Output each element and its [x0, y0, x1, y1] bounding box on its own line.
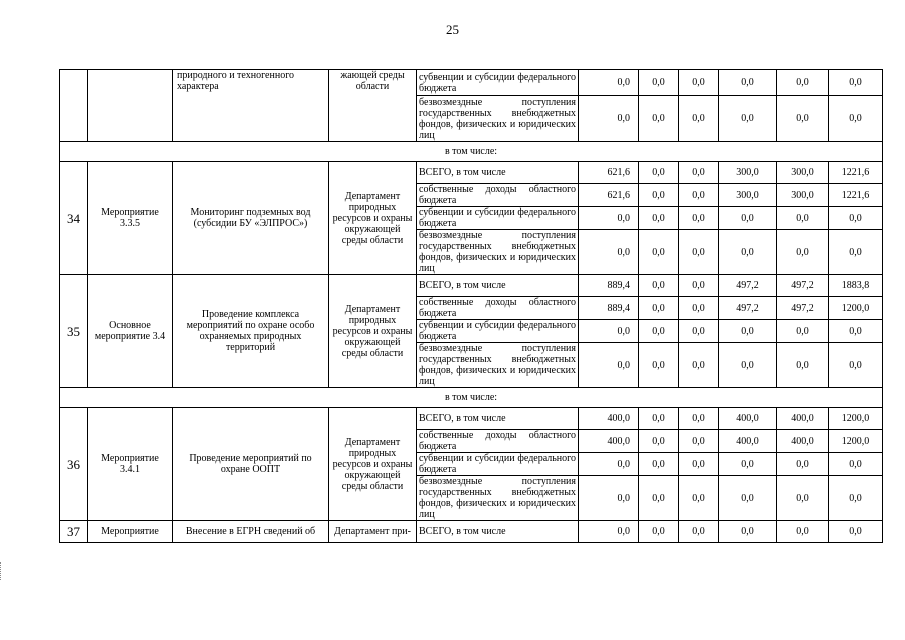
value-cell: 0,0 [639, 96, 679, 142]
value-cell: 0,0 [639, 408, 679, 430]
value-cell: 0,0 [719, 343, 777, 388]
value-cell: 0,0 [679, 320, 719, 343]
name-cell: природного и техногенного характера [173, 70, 329, 142]
value-cell: 0,0 [639, 476, 679, 521]
executor-cell: Департамент при- [329, 521, 417, 543]
value-cell: 0,0 [579, 521, 639, 543]
value-cell: 0,0 [829, 70, 883, 96]
value-cell: 400,0 [777, 408, 829, 430]
source-cell: собственные доходы областного бюджета [417, 297, 579, 320]
value-cell: 0,0 [679, 408, 719, 430]
source-cell: безвозмездные поступления государственных внебюджетных фондов, физических и юридических лиц [417, 230, 579, 275]
value-cell: 0,0 [579, 70, 639, 96]
value-cell: 0,0 [829, 521, 883, 543]
value-cell: 497,2 [719, 275, 777, 297]
value-cell: 0,0 [679, 430, 719, 453]
status-cell: Основное мероприятие 3.4 [88, 275, 173, 388]
budget-table [59, 69, 883, 543]
value-cell: 400,0 [777, 430, 829, 453]
value-cell: 300,0 [719, 184, 777, 207]
value-cell: 0,0 [639, 184, 679, 207]
value-cell: 0,0 [639, 70, 679, 96]
value-cell: 0,0 [639, 230, 679, 275]
executor-cell: Департамент природных ресурсов и охраны окружающей среды области [329, 275, 417, 388]
source-cell: ВСЕГО, в том числе [417, 275, 579, 297]
table-row [60, 408, 883, 430]
value-cell: 0,0 [829, 96, 883, 142]
subheader-row [60, 388, 883, 408]
value-cell: 0,0 [777, 476, 829, 521]
source-cell: субвенции и субсидии федерального бюджета [417, 453, 579, 476]
value-cell: 0,0 [719, 207, 777, 230]
value-cell: 0,0 [777, 70, 829, 96]
value-cell: 0,0 [579, 96, 639, 142]
source-cell: субвенции и субсидии федерального бюджета [417, 70, 579, 96]
source-cell: ВСЕГО, в том числе [417, 408, 579, 430]
value-cell: 0,0 [777, 453, 829, 476]
value-cell: 0,0 [777, 96, 829, 142]
subheader-cell: в том числе: [60, 142, 883, 162]
source-cell: собственные доходы областного бюджета [417, 184, 579, 207]
value-cell: 0,0 [579, 230, 639, 275]
value-cell: 0,0 [679, 207, 719, 230]
value-cell: 1200,0 [829, 430, 883, 453]
value-cell: 0,0 [679, 453, 719, 476]
value-cell: 0,0 [679, 96, 719, 142]
table-row [60, 70, 883, 96]
value-cell: 0,0 [679, 184, 719, 207]
value-cell: 1200,0 [829, 408, 883, 430]
value-cell: 0,0 [579, 476, 639, 521]
source-cell: безвозмездные поступления государственных внебюджетных фондов, физических и юридических лиц [417, 476, 579, 521]
subheader-cell: в том числе: [60, 388, 883, 408]
value-cell: 0,0 [639, 343, 679, 388]
value-cell: 300,0 [777, 162, 829, 184]
value-cell: 0,0 [829, 230, 883, 275]
value-cell: 0,0 [719, 521, 777, 543]
value-cell: 0,0 [679, 343, 719, 388]
row-number: 35 [60, 275, 88, 388]
value-cell: 400,0 [719, 430, 777, 453]
value-cell: 0,0 [777, 343, 829, 388]
value-cell: 0,0 [829, 343, 883, 388]
value-cell: 0,0 [579, 320, 639, 343]
row-number: 36 [60, 408, 88, 521]
value-cell: 889,4 [579, 297, 639, 320]
value-cell: 0,0 [679, 230, 719, 275]
margin-mark [0, 562, 5, 580]
value-cell: 0,0 [639, 207, 679, 230]
page-number: 25 [446, 22, 459, 37]
value-cell: 889,4 [579, 275, 639, 297]
value-cell: 300,0 [777, 184, 829, 207]
value-cell: 621,6 [579, 162, 639, 184]
value-cell: 400,0 [719, 408, 777, 430]
row-number: 37 [60, 521, 88, 543]
name-cell: Проведение комплекса мероприятий по охране особо охраняемых природных территорий [173, 275, 329, 388]
status-cell: Мероприятие 3.3.5 [88, 162, 173, 275]
value-cell: 621,6 [579, 184, 639, 207]
value-cell: 0,0 [579, 207, 639, 230]
row-number: 34 [60, 162, 88, 275]
name-cell: Внесение в ЕГРН сведений об [173, 521, 329, 543]
value-cell: 0,0 [639, 521, 679, 543]
value-cell: 0,0 [719, 96, 777, 142]
value-cell: 497,2 [777, 297, 829, 320]
table-row [60, 162, 883, 184]
value-cell: 0,0 [679, 70, 719, 96]
value-cell: 0,0 [719, 453, 777, 476]
value-cell: 0,0 [579, 343, 639, 388]
value-cell: 0,0 [829, 453, 883, 476]
value-cell: 1221,6 [829, 162, 883, 184]
value-cell: 0,0 [639, 275, 679, 297]
value-cell: 0,0 [829, 320, 883, 343]
value-cell: 0,0 [777, 230, 829, 275]
source-cell: субвенции и субсидии федерального бюджета [417, 320, 579, 343]
value-cell: 1221,6 [829, 184, 883, 207]
value-cell: 0,0 [679, 521, 719, 543]
subheader-row [60, 142, 883, 162]
executor-cell: Департамент природных ресурсов и охраны окружающей среды области [329, 408, 417, 521]
source-cell: безвозмездные поступления государственных внебюджетных фондов, физических и юридических лиц [417, 96, 579, 142]
value-cell: 0,0 [639, 453, 679, 476]
source-cell: субвенции и субсидии федерального бюджета [417, 207, 579, 230]
value-cell: 0,0 [829, 476, 883, 521]
value-cell: 0,0 [639, 430, 679, 453]
table-row [60, 275, 883, 297]
value-cell: 0,0 [579, 453, 639, 476]
value-cell: 0,0 [719, 230, 777, 275]
value-cell: 0,0 [639, 320, 679, 343]
table-row [60, 521, 883, 543]
source-cell: ВСЕГО, в том числе [417, 162, 579, 184]
executor-cell: жающей среды области [329, 70, 417, 142]
value-cell: 497,2 [719, 297, 777, 320]
value-cell: 0,0 [829, 207, 883, 230]
name-cell: Мониторинг подземных вод (субсидии БУ «ЭЛПРОС») [173, 162, 329, 275]
source-cell: ВСЕГО, в том числе [417, 521, 579, 543]
value-cell: 0,0 [719, 70, 777, 96]
value-cell: 400,0 [579, 408, 639, 430]
value-cell: 0,0 [639, 162, 679, 184]
source-cell: собственные доходы областного бюджета [417, 430, 579, 453]
status-cell: Мероприятие 3.4.1 [88, 408, 173, 521]
status-cell [88, 70, 173, 142]
status-cell: Мероприятие [88, 521, 173, 543]
value-cell: 0,0 [777, 320, 829, 343]
value-cell: 0,0 [639, 297, 679, 320]
executor-cell: Департамент природных ресурсов и охраны окружающей среды области [329, 162, 417, 275]
value-cell: 0,0 [679, 162, 719, 184]
value-cell: 300,0 [719, 162, 777, 184]
source-cell: безвозмездные поступления государственных внебюджетных фондов, физических и юридических лиц [417, 343, 579, 388]
value-cell: 0,0 [679, 297, 719, 320]
name-cell: Проведение мероприятий по охране ООПТ [173, 408, 329, 521]
value-cell: 0,0 [719, 476, 777, 521]
value-cell: 0,0 [777, 207, 829, 230]
value-cell: 0,0 [719, 320, 777, 343]
value-cell: 0,0 [777, 521, 829, 543]
row-number [60, 70, 88, 142]
value-cell: 0,0 [679, 275, 719, 297]
value-cell: 497,2 [777, 275, 829, 297]
value-cell: 1883,8 [829, 275, 883, 297]
value-cell: 400,0 [579, 430, 639, 453]
value-cell: 1200,0 [829, 297, 883, 320]
value-cell: 0,0 [679, 476, 719, 521]
